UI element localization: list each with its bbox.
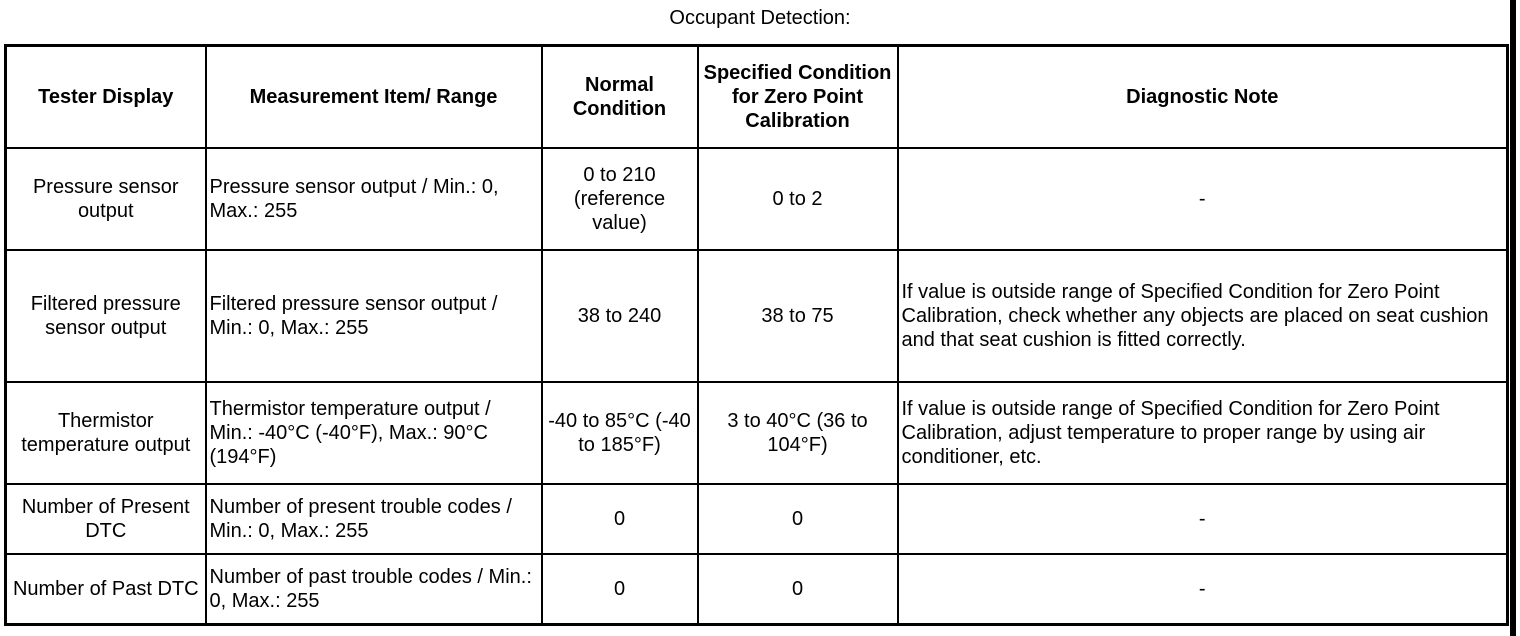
- table-row: [6, 554, 1508, 625]
- cell-measurement-item: Thermistor temperature output / Min.: -40°C (-40°F), Max.: 90°C (194°F): [206, 382, 542, 484]
- cell-measurement-item: Number of past trouble codes / Min.: 0, Max.: 255: [206, 554, 542, 625]
- cell-tester-display: Pressure sensor output: [6, 148, 206, 250]
- table-row: [6, 484, 1508, 554]
- header-zero-point-condition: Specified Condition for Zero Point Calibration: [698, 46, 898, 149]
- cell-zero-point-condition: 0: [698, 484, 898, 554]
- cell-measurement-item: Filtered pressure sensor output / Min.: 0, Max.: 255: [206, 250, 542, 382]
- cell-normal-condition: 38 to 240: [542, 250, 698, 382]
- header-measurement-item: Measurement Item/ Range: [206, 46, 542, 149]
- cell-tester-display: Number of Present DTC: [6, 484, 206, 554]
- cell-diagnostic-note: -: [898, 148, 1508, 250]
- cell-diagnostic-note: If value is outside range of Specified Condition for Zero Point Calibration, adjust temperature to proper range by using air conditioner, etc.: [898, 382, 1508, 484]
- table-row: [6, 250, 1508, 382]
- header-diagnostic-note: Diagnostic Note: [898, 46, 1508, 149]
- header-tester-display: Tester Display: [6, 46, 206, 149]
- cell-zero-point-condition: 0: [698, 554, 898, 625]
- cell-tester-display: Thermistor temperature output: [6, 382, 206, 484]
- cell-tester-display: Number of Past DTC: [6, 554, 206, 625]
- cell-zero-point-condition: 3 to 40°C (36 to 104°F): [698, 382, 898, 484]
- page-edge-rule: [1510, 0, 1516, 636]
- cell-normal-condition: 0: [542, 554, 698, 625]
- cell-measurement-item: Number of present trouble codes / Min.: 0, Max.: 255: [206, 484, 542, 554]
- cell-diagnostic-note: -: [898, 554, 1508, 625]
- occupant-detection-table: [4, 44, 1509, 626]
- cell-tester-display: Filtered pressure sensor output: [6, 250, 206, 382]
- table-row: [6, 382, 1508, 484]
- table-header-row: [6, 46, 1508, 149]
- table-row: [6, 148, 1508, 250]
- cell-normal-condition: 0 to 210 (reference value): [542, 148, 698, 250]
- cell-zero-point-condition: 38 to 75: [698, 250, 898, 382]
- cell-diagnostic-note: -: [898, 484, 1508, 554]
- cell-diagnostic-note: If value is outside range of Specified Condition for Zero Point Calibration, check whether any objects are placed on seat cushion and that seat cushion is fitted correctly.: [898, 250, 1508, 382]
- cell-measurement-item: Pressure sensor output / Min.: 0, Max.: 255: [206, 148, 542, 250]
- page-title: Occupant Detection:: [669, 7, 851, 29]
- header-normal-condition: Normal Condition: [542, 46, 698, 149]
- cell-normal-condition: 0: [542, 484, 698, 554]
- cell-zero-point-condition: 0 to 2: [698, 148, 898, 250]
- cell-normal-condition: -40 to 85°C (-40 to 185°F): [542, 382, 698, 484]
